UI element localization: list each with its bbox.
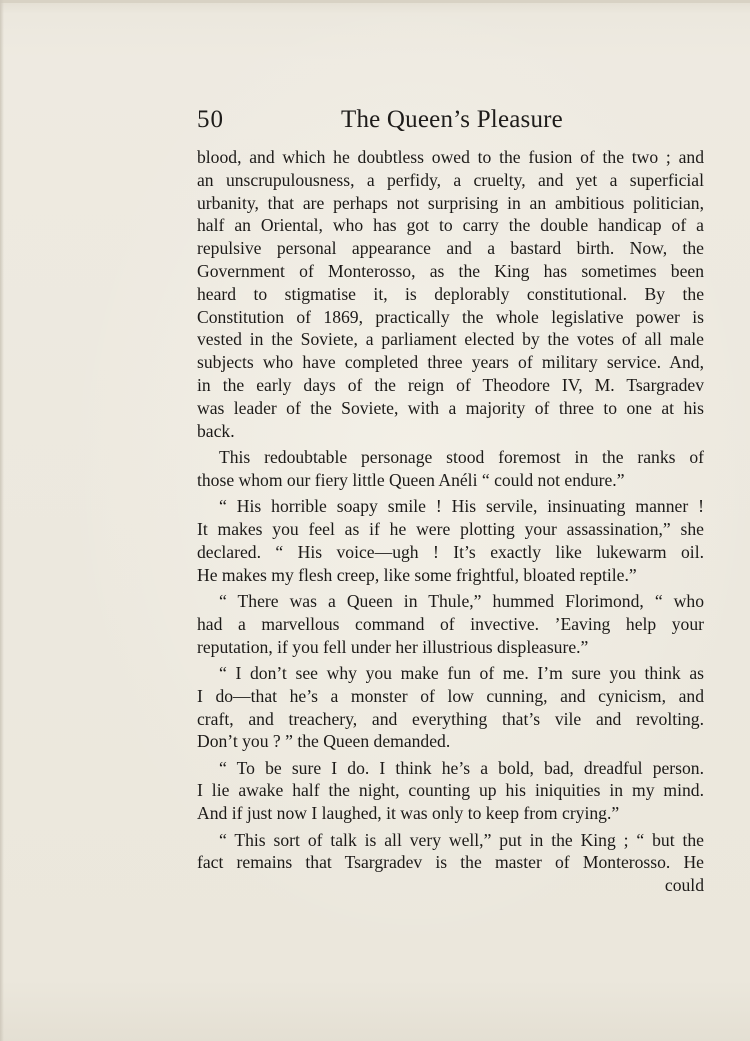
text-line: craft, and treachery, and everything that’s vile and revolting.: [197, 708, 704, 729]
text-line: an unscrupulousness, a perfidy, a cruelty, and yet a superficial: [197, 169, 704, 190]
text-line: in the early days of the reign of Theodore IV, M. Tsargradev: [197, 374, 704, 395]
page-left-edge: [0, 0, 4, 1041]
running-title: The Queen’s Pleasure: [341, 106, 563, 133]
text-line: fact remains that Tsargradev is the master of Monterosso. He: [197, 852, 704, 873]
text-line: half an Oriental, who has got to carry the double handicap of a: [197, 215, 704, 236]
page-top-edge: [0, 0, 750, 3]
text-line: It makes you feel as if he were plotting your assassination,” she: [197, 518, 704, 539]
text-line: repulsive personal appearance and a bastard birth. Now, the: [197, 238, 704, 259]
page-number: 50: [197, 106, 224, 133]
paragraph-end-line: He makes my flesh creep, like some frightful, bloated reptile.”: [197, 564, 637, 585]
paragraph-end-line: those whom our fiery little Queen Anéli “ could not endure.”: [197, 469, 625, 490]
catchword: could: [664, 875, 704, 896]
paragraph-first-line: “ His horrible soapy smile ! His servile, insinuating manner !: [219, 496, 704, 517]
page-header: [197, 106, 707, 138]
paragraph-first-line: This redoubtable personage stood foremost in the ranks of: [219, 446, 704, 467]
paragraph-first-line: “ To be sure I do. I think he’s a bold, bad, dreadful person.: [219, 757, 704, 778]
text-line: subjects who have completed three years of military service. And,: [197, 352, 704, 373]
paragraph-end-line: And if just now I laughed, it was only to keep from crying.”: [197, 803, 620, 824]
text-line: was leader of the Soviete, with a majority of three to one at his: [197, 397, 704, 418]
paragraph-end-line: Don’t you ? ” the Queen demanded.: [197, 731, 451, 752]
text-line: heard to stigmatise it, is deplorably constitutional. By the: [197, 283, 704, 304]
text-line: I lie awake half the night, counting up his iniquities in my mind.: [197, 780, 704, 801]
text-line: had a marvellous command of invective. ’Eaving help your: [197, 613, 704, 634]
text-line: declared. “ His voice—ugh ! It’s exactly like lukewarm oil.: [197, 541, 704, 562]
text-line: Constitution of 1869, practically the whole legislative power is: [197, 306, 704, 327]
text-line: I do—that he’s a monster of low cunning, and cynicism, and: [197, 685, 704, 706]
paragraph-first-line: “ This sort of talk is all very well,” put in the King ; “ but the: [219, 829, 704, 850]
paragraph-first-line: “ I don’t see why you make fun of me. I’m sure you think as: [219, 662, 704, 683]
paragraph-end-line: back.: [197, 420, 235, 441]
text-line: vested in the Soviete, a parliament elected by the votes of all male: [197, 329, 704, 350]
paragraph-first-line: “ There was a Queen in Thule,” hummed Florimond, “ who: [219, 590, 704, 611]
text-line: Government of Monterosso, as the King has sometimes been: [197, 260, 704, 281]
text-line: urbanity, that are perhaps not surprising in an ambitious politician,: [197, 192, 704, 213]
text-line: blood, and which he doubtless owed to the fusion of the two ; and: [197, 147, 704, 167]
paragraph-end-line: reputation, if you fell under her illustrious displeasure.”: [197, 636, 589, 657]
body-text: [197, 146, 704, 897]
